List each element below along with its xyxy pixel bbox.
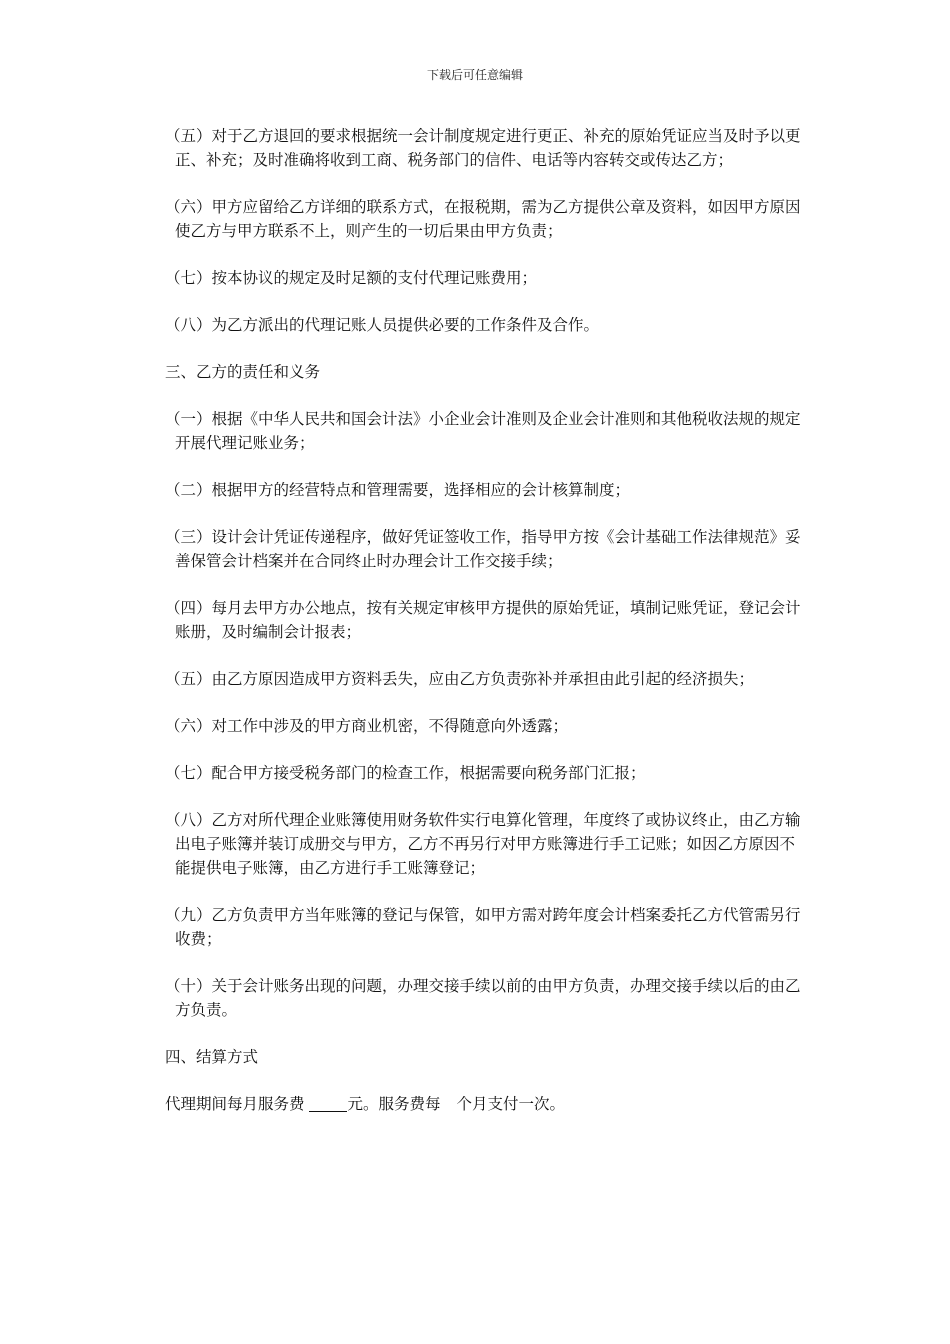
clause-3-4: （四）每月去甲方办公地点，按有关规定审核甲方提供的原始凭证，填制记账凭证，登记会计账册，及时编制会计报表； xyxy=(165,599,801,641)
clause-3-2: （二）根据甲方的经营特点和管理需要，选择相应的会计核算制度； xyxy=(165,481,631,499)
clause-3-8: （八）乙方对所代理企业账簿使用财务软件实行电算化管理，年度终了或协议终止，由乙方输出电子账簿并装订成册交与甲方，乙方不再另行对甲方账簿进行手工记账；如因乙方原因不能提供电子账簿，由乙方进行手工账簿登记； xyxy=(165,811,801,877)
document-body xyxy=(165,124,805,1116)
clause-3-10: （十）关于会计账务出现的问题，办理交接手续以前的由甲方负责，办理交接手续以后的由乙方负责。 xyxy=(165,977,801,1019)
settlement-line xyxy=(165,1092,805,1116)
clause-3-7: （七）配合甲方接受税务部门的检查工作，根据需要向税务部门汇报； xyxy=(165,764,646,782)
section-heading-4: 四、结算方式 xyxy=(165,1048,259,1066)
settlement-text-end: 个月支付一次。 xyxy=(456,1095,565,1113)
clause-3-1: （一）根据《中华人民共和国会计法》小企业会计准则及企业会计准则和其他税收法规的规定开展代理记账业务； xyxy=(165,410,801,452)
clause-2-5: （五）对于乙方退回的要求根据统一会计制度规定进行更正、补充的原始凭证应当及时予以更正、补充；及时准确将收到工商、税务部门的信件、电话等内容转交或传达乙方； xyxy=(165,127,801,169)
settlement-text-before: 代理期间每月服务费 xyxy=(165,1095,305,1113)
clause-2-7: （七）按本协议的规定及时足额的支付代理记账费用； xyxy=(165,269,538,287)
clause-3-6: （六）对工作中涉及的甲方商业机密，不得随意向外透露； xyxy=(165,717,569,735)
settlement-text-after: 元。服务费每 xyxy=(347,1095,441,1113)
fee-amount-blank xyxy=(309,1095,347,1112)
clause-2-8: （八）为乙方派出的代理记账人员提供必要的工作条件及合作。 xyxy=(165,316,600,334)
clause-3-9: （九）乙方负责甲方当年账簿的登记与保管，如甲方需对跨年度会计档案委托乙方代管需另行收费； xyxy=(165,906,801,948)
page-header: 下载后可任意编辑 xyxy=(426,68,523,82)
clause-3-5: （五）由乙方原因造成甲方资料丢失，应由乙方负责弥补并承担由此引起的经济损失； xyxy=(165,670,755,688)
clause-3-3: （三）设计会计凭证传递程序，做好凭证签收工作，指导甲方按《会计基础工作法律规范》妥善保管会计档案并在合同终止时办理会计工作交接手续； xyxy=(165,528,801,570)
clause-2-6: （六）甲方应留给乙方详细的联系方式，在报税期，需为乙方提供公章及资料，如因甲方原因使乙方与甲方联系不上，则产生的一切后果由甲方负责； xyxy=(165,198,801,240)
section-heading-3: 三、乙方的责任和义务 xyxy=(165,363,321,381)
